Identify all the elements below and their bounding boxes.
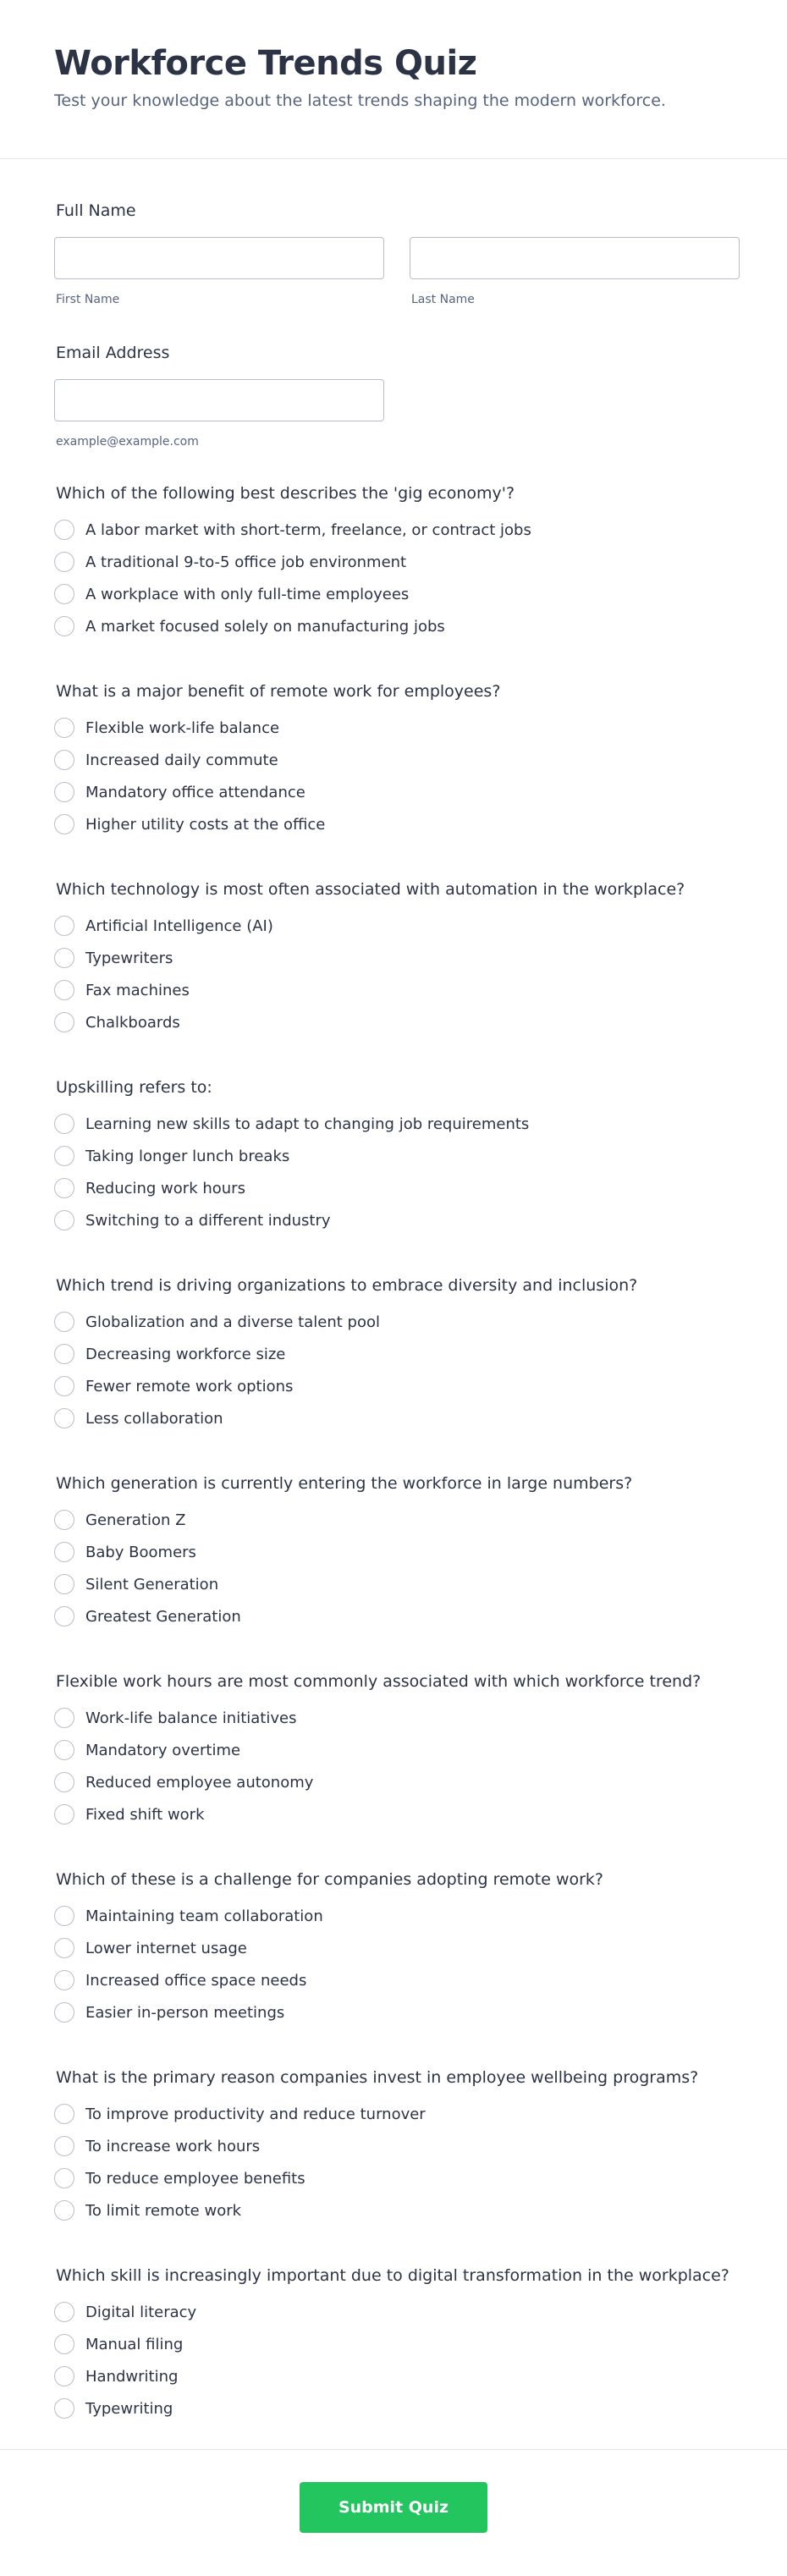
question-7-option-2[interactable]: [56, 1734, 787, 1766]
option-label: To reduce employee benefits: [85, 2169, 305, 2188]
question-9-option-3[interactable]: [56, 2162, 787, 2194]
question-3-option-3[interactable]: [56, 974, 787, 1006]
option-label: Maintaining team collaboration: [85, 1907, 323, 1925]
option-label: Work-life balance initiatives: [85, 1709, 297, 1727]
radio-button[interactable]: [54, 1740, 74, 1760]
form-header: [0, 0, 787, 159]
radio-button[interactable]: [54, 2168, 74, 2188]
question-7-option-3[interactable]: [56, 1766, 787, 1798]
full-name-label: Full Name: [56, 201, 136, 220]
page-subtitle: Test your knowledge about the latest trends shaping the modern workforce.: [54, 91, 666, 110]
question-6-option-4[interactable]: [56, 1600, 787, 1632]
option-label: Increased daily commute: [85, 751, 278, 769]
option-label: Manual filing: [85, 2335, 184, 2353]
option-label: Flexible work-life balance: [85, 718, 280, 737]
option-label: Handwriting: [85, 2367, 179, 2386]
question-2-option-2[interactable]: [56, 744, 787, 776]
question-1-option-3[interactable]: [56, 578, 787, 610]
email-field: [0, 344, 787, 482]
question-3: [56, 880, 787, 1076]
radio-button[interactable]: [54, 1772, 74, 1792]
radio-button[interactable]: [54, 2104, 74, 2124]
email-input[interactable]: [54, 379, 384, 421]
question-4-option-2[interactable]: [56, 1140, 787, 1172]
question-10-option-3[interactable]: [56, 2360, 787, 2392]
question-10-option-1[interactable]: [56, 2296, 787, 2328]
radio-button[interactable]: [54, 1938, 74, 1958]
question-7-option-1[interactable]: [56, 1702, 787, 1734]
question-2-option-1[interactable]: [56, 712, 787, 744]
last-name-group: [410, 237, 740, 306]
question-text: Which trend is driving organizations to embrace diversity and inclusion?: [56, 1276, 638, 1295]
radio-button[interactable]: [54, 1970, 74, 1990]
question-5-option-3[interactable]: [56, 1370, 787, 1402]
question-list: [0, 484, 787, 2463]
question-7-option-4[interactable]: [56, 1798, 787, 1830]
question-6: [56, 1474, 787, 1671]
question-6-option-2[interactable]: [56, 1536, 787, 1568]
question-9-option-1[interactable]: [56, 2098, 787, 2130]
question-text: Which skill is increasingly important due to digital transformation in the workplace?: [56, 2266, 729, 2285]
question-5: [56, 1276, 787, 1472]
option-label: Less collaboration: [85, 1409, 223, 1428]
option-label: Decreasing workforce size: [85, 1345, 286, 1363]
radio-button[interactable]: [54, 2302, 74, 2322]
question-5-option-1[interactable]: [56, 1306, 787, 1338]
radio-button[interactable]: [54, 2334, 74, 2354]
question-9-option-4[interactable]: [56, 2194, 787, 2226]
radio-button[interactable]: [54, 1606, 74, 1627]
radio-button[interactable]: [54, 750, 74, 770]
question-1-option-1[interactable]: [56, 514, 787, 546]
option-label: A workplace with only full-time employees: [85, 585, 410, 603]
first-name-sublabel: First Name: [56, 293, 120, 306]
option-label: Baby Boomers: [85, 1543, 196, 1561]
question-8-option-3[interactable]: [56, 1964, 787, 1996]
last-name-sublabel: Last Name: [411, 293, 475, 306]
option-label: Increased office space needs: [85, 1971, 307, 1990]
question-2: [56, 682, 787, 878]
option-label: Typewriters: [85, 949, 173, 967]
option-list: [56, 2296, 787, 2425]
option-list: [56, 1108, 787, 1236]
question-6-option-3[interactable]: [56, 1568, 787, 1600]
radio-button[interactable]: [54, 2136, 74, 2156]
radio-button[interactable]: [54, 1312, 74, 1332]
option-label: Lower internet usage: [85, 1939, 247, 1957]
radio-button[interactable]: [54, 1408, 74, 1428]
question-8-option-4[interactable]: [56, 1996, 787, 2028]
option-label: A market focused solely on manufacturing jobs: [85, 617, 445, 636]
option-label: A labor market with short-term, freelance, or contract jobs: [85, 520, 531, 539]
option-label: A traditional 9-to-5 office job environment: [85, 553, 407, 571]
question-9-option-2[interactable]: [56, 2130, 787, 2162]
radio-button[interactable]: [54, 1542, 74, 1562]
question-3-option-2[interactable]: [56, 942, 787, 974]
option-label: Fixed shift work: [85, 1805, 205, 1824]
option-label: Silent Generation: [85, 1575, 219, 1593]
radio-button[interactable]: [54, 2366, 74, 2386]
question-4-option-3[interactable]: [56, 1172, 787, 1204]
question-8-option-2[interactable]: [56, 1932, 787, 1964]
radio-button[interactable]: [54, 1012, 74, 1032]
radio-button[interactable]: [54, 552, 74, 572]
radio-button[interactable]: [54, 2002, 74, 2023]
option-label: Reducing work hours: [85, 1179, 245, 1197]
question-7: [56, 1672, 787, 1869]
radio-button[interactable]: [54, 2200, 74, 2221]
question-4-option-4[interactable]: [56, 1204, 787, 1236]
option-list: [56, 1900, 787, 2028]
first-name-input[interactable]: [54, 237, 384, 279]
option-list: [56, 712, 787, 840]
question-text: Which technology is most often associated with automation in the workplace?: [56, 880, 685, 899]
question-3-option-4[interactable]: [56, 1006, 787, 1038]
name-row: [54, 237, 787, 306]
radio-button[interactable]: [54, 1376, 74, 1396]
question-1: [56, 484, 787, 680]
first-name-group: [54, 237, 384, 306]
radio-button[interactable]: [54, 616, 74, 636]
option-list: [56, 514, 787, 642]
question-text: What is the primary reason companies invest in employee wellbeing programs?: [56, 2068, 699, 2087]
option-label: To improve productivity and reduce turnover: [85, 2105, 426, 2123]
question-10: [56, 2266, 787, 2463]
question-5-option-2[interactable]: [56, 1338, 787, 1370]
question-text: What is a major benefit of remote work for employees?: [56, 682, 501, 701]
radio-button[interactable]: [54, 916, 74, 936]
option-list: [56, 1702, 787, 1830]
option-label: Mandatory office attendance: [85, 783, 305, 801]
option-label: Globalization and a diverse talent pool: [85, 1313, 380, 1331]
question-3-option-1[interactable]: [56, 910, 787, 942]
option-label: Artificial Intelligence (AI): [85, 916, 273, 935]
radio-button[interactable]: [54, 980, 74, 1000]
last-name-input[interactable]: [410, 237, 740, 279]
option-label: Greatest Generation: [85, 1607, 241, 1626]
email-sublabel: example@example.com: [56, 435, 199, 449]
radio-button[interactable]: [54, 1178, 74, 1198]
option-label: To limit remote work: [85, 2201, 242, 2220]
option-label: Reduced employee autonomy: [85, 1773, 314, 1792]
radio-button[interactable]: [54, 782, 74, 802]
question-1-option-2[interactable]: [56, 546, 787, 578]
question-text: Which of the following best describes the 'gig economy'?: [56, 484, 515, 503]
option-list: [56, 910, 787, 1038]
question-5-option-4[interactable]: [56, 1402, 787, 1434]
question-8: [56, 1870, 787, 2067]
form-footer: [0, 2449, 787, 2576]
question-10-option-2[interactable]: [56, 2328, 787, 2360]
question-2-option-3[interactable]: [56, 776, 787, 808]
option-label: To increase work hours: [85, 2137, 261, 2155]
form-body: [0, 159, 787, 2463]
radio-button[interactable]: [54, 2398, 74, 2419]
email-label: Email Address: [56, 344, 170, 362]
radio-button[interactable]: [54, 1114, 74, 1134]
option-label: Digital literacy: [85, 2303, 197, 2321]
question-8-option-1[interactable]: [56, 1900, 787, 1932]
option-label: Fewer remote work options: [85, 1377, 294, 1395]
option-label: Generation Z: [85, 1511, 186, 1529]
question-4-option-1[interactable]: [56, 1108, 787, 1140]
option-label: Switching to a different industry: [85, 1211, 331, 1230]
radio-button[interactable]: [54, 718, 74, 738]
option-label: Higher utility costs at the office: [85, 815, 326, 834]
submit-quiz-button[interactable]: Submit Quiz: [300, 2482, 487, 2533]
option-label: Taking longer lunch breaks: [85, 1147, 290, 1165]
option-label: Easier in-person meetings: [85, 2003, 285, 2022]
option-label: Fax machines: [85, 981, 190, 999]
radio-button[interactable]: [54, 1510, 74, 1530]
radio-button[interactable]: [54, 1574, 74, 1594]
option-list: [56, 1504, 787, 1632]
question-text: Which generation is currently entering the workforce in large numbers?: [56, 1474, 633, 1493]
option-list: [56, 2098, 787, 2226]
radio-button[interactable]: [54, 1906, 74, 1926]
option-list: [56, 1306, 787, 1434]
radio-button[interactable]: [54, 814, 74, 834]
question-text: Upskilling refers to:: [56, 1078, 212, 1097]
question-4: [56, 1078, 787, 1274]
radio-button[interactable]: [54, 1146, 74, 1166]
question-6-option-1[interactable]: [56, 1504, 787, 1536]
question-1-option-4[interactable]: [56, 610, 787, 642]
page-title: Workforce Trends Quiz: [54, 44, 477, 83]
question-9: [56, 2068, 787, 2265]
option-label: Learning new skills to adapt to changing job requirements: [85, 1115, 530, 1133]
question-text: Flexible work hours are most commonly associated with which workforce trend?: [56, 1672, 702, 1691]
question-10-option-4[interactable]: [56, 2392, 787, 2425]
radio-button[interactable]: [54, 1344, 74, 1364]
radio-button[interactable]: [54, 1210, 74, 1230]
option-label: Chalkboards: [85, 1013, 180, 1032]
radio-button[interactable]: [54, 1804, 74, 1825]
radio-button[interactable]: [54, 948, 74, 968]
radio-button[interactable]: [54, 584, 74, 604]
question-text: Which of these is a challenge for companies adopting remote work?: [56, 1870, 604, 1889]
radio-button[interactable]: [54, 1708, 74, 1728]
radio-button[interactable]: [54, 520, 74, 540]
question-2-option-4[interactable]: [56, 808, 787, 840]
full-name-field: [0, 201, 787, 344]
option-label: Mandatory overtime: [85, 1741, 241, 1759]
option-label: Typewriting: [85, 2399, 173, 2418]
